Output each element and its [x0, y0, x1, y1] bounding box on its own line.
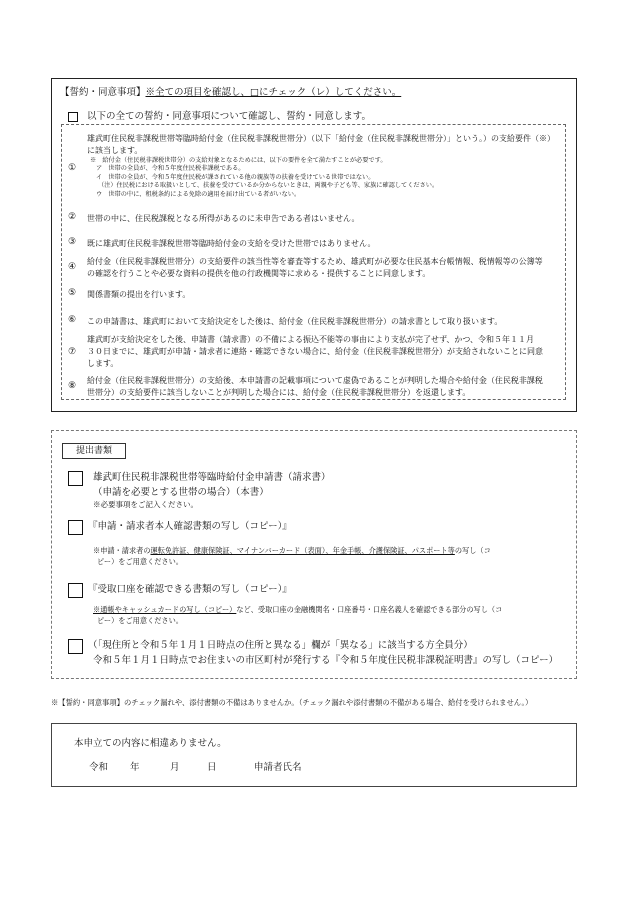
item1-note5: ウ 世帯の中に、租税条約による免除の適用を届け出ている者がいない。	[96, 191, 301, 198]
all-agree-checkbox[interactable]	[68, 112, 78, 122]
pledge-header-instruction: ※全ての項目を確認し、□にチェック（レ）してください。	[145, 87, 402, 98]
item8-number: ⑧	[67, 381, 77, 391]
item2-text: 世帯の中に、住民税課税となる所得があるのに未申告である者はいません。	[87, 214, 360, 223]
doc3-note-rest: など、受取口座の金融機関名・口座番号・口座名義人を確認できる部分の写し（コ	[236, 605, 503, 614]
item1-note4: （注）住民税における取扱いとして、扶養を受けているか分からないときは、両親や子ども等、家族に確認してください。	[98, 182, 439, 189]
doc2-checkbox[interactable]	[68, 520, 83, 535]
confirmation-statement: 本申立ての内容に相違ありません。	[74, 738, 227, 749]
item2-number: ②	[67, 212, 77, 222]
doc3-note-underlined: ※通帳やキャッシュカードの写し（コピー）	[93, 605, 237, 614]
item7-text-line2: ３０日までに、雄武町が申請・請求者に連絡・確認できない場合に、給付金（住民税非課税世帯分）が支給されないことに同意	[87, 347, 543, 356]
item4-text-line1: 給付金（住民税非課税世帯分）の支給要件の該当性等を審査等するため、雄武町が必要な住民基本台帳情報、税情報等の公簿等	[87, 257, 543, 266]
item4-text-line2: の確認を行うことや必要な資料の提供を他の行政機関等に求める・提供することに同意します。	[87, 269, 431, 278]
doc4-text-line1: （「現住所と令和５年１月１日時点の住所と異なる」欄が「異なる」に該当する方全員分）	[88, 640, 473, 651]
item1-note2: ア 世帯の全員が、令和５年度住民税非課税である。	[96, 165, 245, 172]
pledge-header-prefix: 【誓約・同意事項】	[60, 87, 146, 98]
doc3-checkbox[interactable]	[68, 583, 83, 598]
pledge-header	[60, 86, 401, 100]
documents-section-label: 提出書類	[62, 443, 126, 459]
date-era-label: 令和	[89, 762, 109, 773]
doc3-title: 『受取口座を確認できる書類の写し（コピー）』	[88, 584, 292, 595]
doc2-note-suffix: の写し（コ	[454, 546, 491, 555]
doc2-title: 『申請・請求者本人確認書類の写し（コピー）』	[88, 521, 292, 532]
item3-text: 既に雄武町住民税非課税世帯等臨時給付金の支給を受けた世帯ではありません。	[87, 239, 376, 248]
doc1-title-line2: （申請を必要とする世帯の場合）（本書）	[93, 487, 269, 498]
date-month-label: 月	[170, 762, 180, 773]
item8-text-line1: 給付金（住民税非課税世帯分）の支給後、本申請書の記載事項について虚偽であることが判明した場合や給付金（住民税非課税	[87, 376, 543, 385]
all-agree-label: 以下の全ての誓約・同意事項について確認し、誓約・同意します。	[87, 111, 372, 122]
item1-text-line2: に該当します。	[87, 146, 143, 155]
doc3-note-line2: ピー）をご用意ください。	[97, 616, 183, 625]
item4-number: ④	[67, 262, 77, 272]
confirmation-section	[51, 723, 577, 787]
date-day-label: 日	[207, 762, 217, 773]
item1-note3: イ 世帯の全員が、令和５年度住民税が課されている他の親族等の扶養を受けている世帯ではない。	[96, 174, 375, 181]
doc2-note-line2: ピー）をご用意ください。	[97, 557, 183, 566]
item1-number: ①	[67, 163, 77, 173]
item3-number: ③	[67, 237, 77, 247]
item7-text-line1: 雄武町が支給決定をした後、申請書（請求書）の不備による振込不能等の事由により支払が完了せず、かつ、令和５年１１月	[87, 335, 535, 344]
doc1-note: ※必要事項をご記入ください。	[93, 500, 198, 509]
item6-text: この申請書は、雄武町において支給決定をした後は、給付金（住民税非課税世帯分）の請求書として取り扱います。	[87, 317, 503, 326]
applicant-name-label: 申請者氏名	[254, 762, 302, 773]
item5-text: 関係書類の提出を行います。	[87, 290, 191, 299]
doc2-note-id-list: 運転免許証、健康保険証、マイナンバーカード（表面）、年金手帳、介護保険証、パスポート等	[150, 546, 455, 555]
doc1-title-line1: 雄武町住民税非課税世帯等臨時給付金申請書（請求書）	[93, 472, 331, 483]
item8-text-line2: 世帯分）の支給要件に該当しないことが判明した場合には、給付金（住民税非課税世帯分）を返還します。	[87, 388, 471, 397]
doc4-text-line2: 令和５年１月１日時点でお住まいの市区町村が発行する『令和５年度住民税非課税証明書』の写し（コピー）	[93, 655, 559, 666]
doc2-note-prefix: ※申請・請求者の	[93, 546, 151, 555]
date-year-label: 年	[130, 762, 140, 773]
doc4-checkbox[interactable]	[68, 639, 83, 654]
item1-text-line1: 雄武町住民税非課税世帯等臨時給付金（住民税非課税世帯分）（以下「給付金（住民税非課税世帯分）」という。）の支給要件（※）	[87, 134, 555, 143]
item7-text-line3: します。	[87, 359, 119, 368]
item5-number: ⑤	[67, 288, 77, 298]
doc1-checkbox[interactable]	[68, 471, 83, 486]
submission-footnote: ※【誓約・同意事項】のチェック漏れや、添付書類の不備はありませんか。（チェック漏れや添付書類の不備がある場合、給付を受けられません。）	[51, 698, 533, 707]
item1-note1: ※ 給付金（住民税非課税世帯分）の支給対象となるためには、以下の要件を全て満たすことが必要です。	[90, 157, 387, 164]
item7-number: ⑦	[67, 347, 77, 357]
item6-number: ⑥	[67, 315, 77, 325]
